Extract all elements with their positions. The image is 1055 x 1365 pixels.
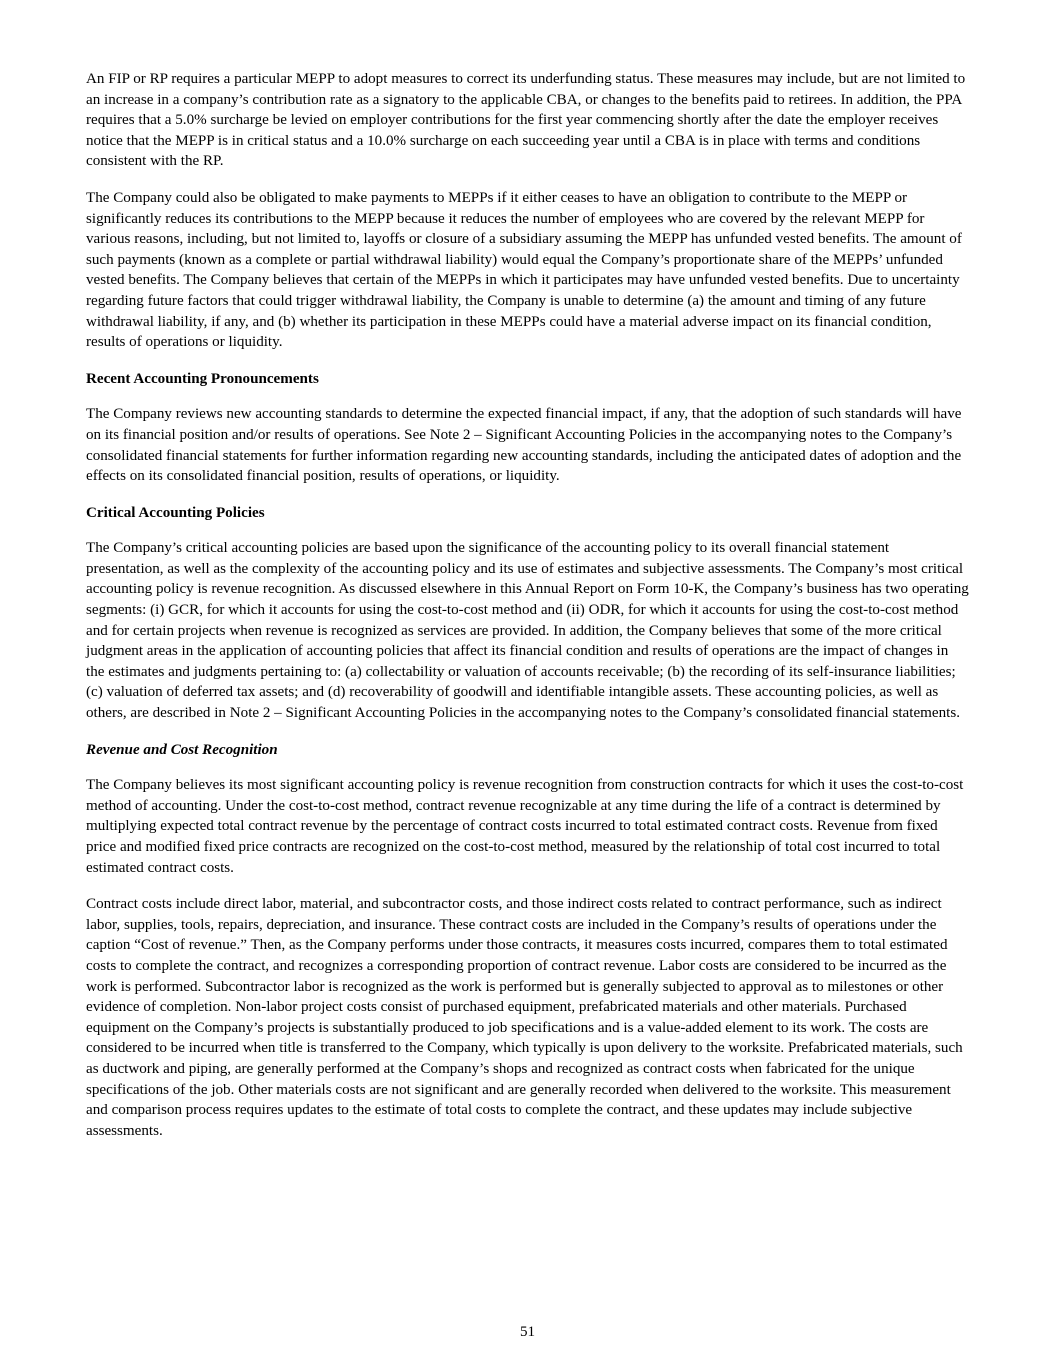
paragraph-withdrawal-liability: The Company could also be obligated to make payments to MEPPs if it either ceases to have an obligation to contribute to the MEPP or significantly reduces its contributions to the MEPP because it reduces the number of employees who are covered by the relevant MEPP for various reasons, including, but not limited to, layoffs or closure of a subsidiary assuming the MEPP has unfunded vested benefits. The amount of such payments (known as a complete or partial withdrawal liability) would equal the Company’s proportionate share of the MEPPs’ unfunded vested benefits. The Company believes that certain of the MEPPs in which it participates may have unfunded vested benefits. Due to uncertainty regarding future factors that could trigger withdrawal liability, the Company is unable to determine (a) the amount and timing of any future withdrawal liability, if any, and (b) whether its participation in these MEPPs could have a material adverse impact on its financial condition, results of operations or liquidity. — [86, 189, 962, 351]
page-number: 51 — [519, 1324, 536, 1340]
paragraph-recent-accounting: The Company reviews new accounting standards to determine the expected financial impact, if any, that the adoption of such standards will have on its financial position and/or results of operations. See Note 2 – Significant Accounting Policies in the accompanying notes to the Company’s consolidated financial statements for further information regarding new accounting standards, including the anticipated dates of adoption and the effects on its consolidated financial position, results of operations, or liquidity. — [86, 406, 962, 485]
paragraph-contract-costs: Contract costs include direct labor, material, and subcontractor costs, and those indirect costs related to contract performance, such as indirect labor, supplies, tools, repairs, depreciation, and insurance. These contract costs are included in the Company’s results of operations under the caption “Cost of revenue.” Then, as the Company performs under those contracts, it measures costs incurred, compares them to total estimated costs to complete the contract, and recognizes a corresponding proportion of contract revenue. Labor costs are considered to be incurred as the work is performed. Subcontractor labor is recognized as the work is performed but is generally subjected to approval as to milestones or other evidence of completion. Non-labor project costs consist of purchased equipment, prefabricated materials and other materials. Purchased equipment on the Company’s projects is substantially produced to job specifications and is a value-added element to its work. The costs are considered to be incurred when title is transferred to the Company, which typically is upon delivery to the worksite. Prefabricated materials, such as ductwork and piping, are generally performed at the Company’s shops and recognized as contract costs when fabricated for the unique specifications of the job. Other materials costs are not significant and are generally recorded when delivered to the worksite. This measurement and comparison process requires updates to the estimate of total costs to complete the contract, and these updates may include subjective assessments. — [86, 896, 963, 1139]
paragraph-revenue-recognition: The Company believes its most significant accounting policy is revenue recognition from construction contracts for which it uses the cost-to-cost method of accounting. Under the cost-to-cost method, contract revenue recognizable at any time during the life of a contract is determined by multiplying expected total contract revenue by the percentage of contract costs incurred to total estimated contract costs. Revenue from fixed price and modified fixed price contracts are recognized on the cost-to-cost method, measured by the relationship of total cost incurred to total estimated contract costs. — [86, 777, 964, 876]
heading-recent-accounting-pronouncements: Recent Accounting Pronouncements — [86, 370, 319, 387]
paragraph-critical-policies: The Company’s critical accounting policies are based upon the significance of the accounting policy to its overall financial statement presentation, as well as the complexity of the accounting policy and its use of estimates and subjective assessments. The Company’s most critical accounting policy is revenue recognition. As discussed elsewhere in this Annual Report on Form 10-K, the Company’s business has two operating segments: (i) GCR, for which it accounts for using the cost-to-cost method and (ii) ODR, for which it accounts for using the cost-to-cost method and for certain projects when revenue is recognized as services are provided. In addition, the Company believes that some of the more critical judgment areas in the application of accounting policies that affect its financial condition and results of operations are the impact of changes in the estimates and judgments pertaining to: (a) collectability or valuation of accounts receivable; (b) the recording of its self-insurance liabilities; (c) valuation of deferred tax assets; and (d) recoverability of goodwill and identifiable intangible assets. These accounting policies, as well as others, are described in Note 2 – Significant Accounting Policies in the accompanying notes to the Company’s consolidated financial statements. — [86, 540, 969, 722]
subheading-revenue-cost-recognition: Revenue and Cost Recognition — [86, 741, 278, 758]
heading-critical-accounting-policies: Critical Accounting Policies — [86, 504, 265, 521]
paragraph-fip-rp: An FIP or RP requires a particular MEPP to adopt measures to correct its underfunding status. These measures may include, but are not limited to an increase in a company’s contribution rate as a signatory to the applicable CBA, or changes to the benefits paid to retirees. In addition, the PPA requires that a 5.0% surcharge be levied on employer contributions for the first year commencing shortly after the date the employer receives notice that the MEPP is in critical status and a 10.0% surcharge on each succeeding year until a CBA is in place with terms and conditions consistent with the RP. — [86, 71, 966, 170]
document-page — [86, 69, 970, 1157]
